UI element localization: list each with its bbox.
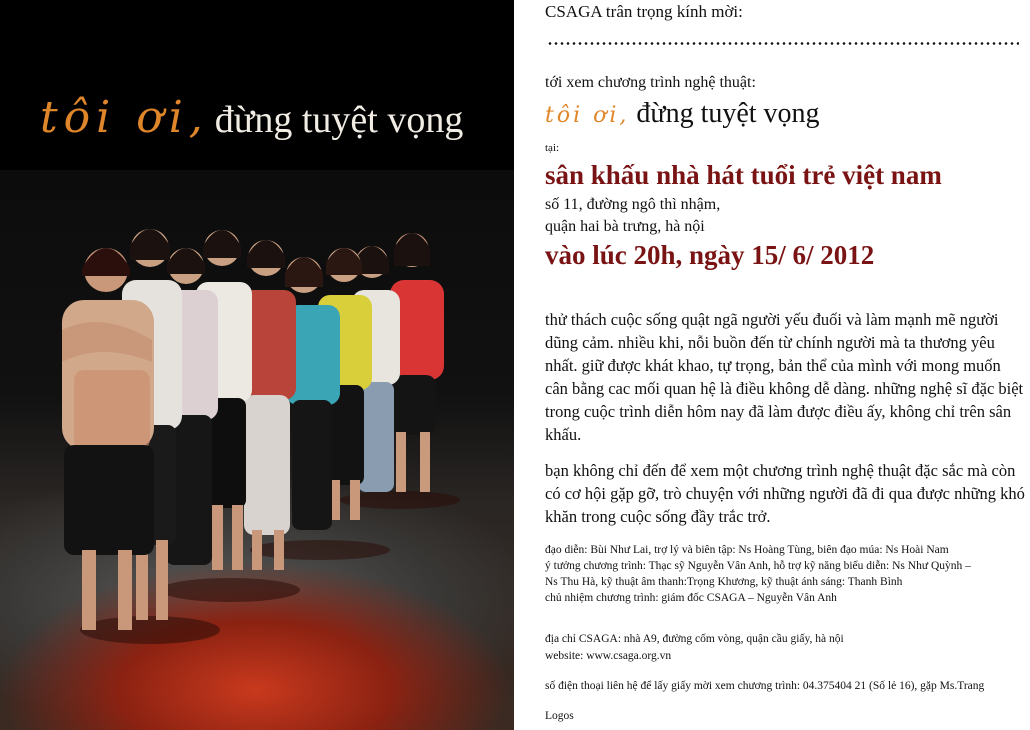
show-title [545,98,820,130]
event-datetime: vào lúc 20h, ngày 15/ 6/ 2012 [545,240,875,270]
venue-address-line2: quận hai bà trưng, hà nội [545,218,705,235]
poster-panel [0,0,514,730]
poster-title-rest: đừng tuyệt vọng [214,99,464,141]
show-title-rest: đừng tuyệt vọng [636,98,820,129]
credits-block [545,542,1025,606]
poster-title-script: tôi ơi, [40,92,209,143]
stage-photo [0,170,514,730]
website-link[interactable]: website: www.csaga.org.vn [545,650,672,662]
credits-line: ý tưởng chương trình: Thạc sỹ Nguyễn Vân Anh, hỗ trợ kỹ năng biểu diễn: Ns Như Quỳnh – [545,560,971,572]
invite-header: CSAGA trân trọng kính mời: [545,2,743,21]
csaga-address: địa chỉ CSAGA: nhà A9, đường cốm vòng, quận cầu giấy, hà nội [545,633,844,645]
contact-phone: số điện thoại liên hệ để lấy giấy mời xem chương trình: 04.375404 21 (Số lẻ 16), gặp Ms.Trang [545,680,985,692]
credits-line: chủ nhiệm chương trình: giám đốc CSAGA – Nguyễn Vân Anh [545,592,837,604]
venue-address-line1: số 11, đường ngô thì nhậm, [545,196,721,213]
venue-label: tại: [545,142,560,154]
name-blank-line [547,42,1019,45]
description-paragraph-1: thử thách cuộc sống quật ngã người yếu đuối và làm mạnh mẽ người dũng cảm. nhiều khi, nỗi buồn đến từ chính người mà ta thương yêu nhất. giữ được khát khao, tự trọng, bản thể của mình với mong muốn cân bằng cac mối quan hệ là điều không dễ dàng. những nghệ sĩ đặc biệt trong cuộc trình diễn hôm nay đã làm được điều ấy, không chỉ trên sân khấu. [545,310,1024,444]
credits-line: đạo diễn: Bùi Như Lai, trợ lý và biên tập: Ns Hoàng Tùng, biên đạo múa: Ns Hoài Nam [545,544,949,556]
show-title-script: tôi ơi, [545,103,630,128]
venue-name: sân khấu nhà hát tuổi trẻ việt nam [545,160,942,190]
poster-title [40,92,463,143]
credits-line: Ns Thu Hà, kỹ thuật âm thanh:Trọng Khương, kỹ thuật ánh sáng: Thanh Bình [545,576,903,588]
performers-illustration [0,170,514,730]
logos-placeholder: Logos [545,710,574,722]
description-paragraph-2: bạn không chỉ đến để xem một chương trình nghệ thuật đặc sắc mà còn có cơ hội gặp gỡ, trò chuyện với những người đã đi qua được những khó khăn trong cuộc sống đầy trắc trở. [545,461,1025,526]
invite-subheader: tới xem chương trình nghệ thuật: [545,74,756,91]
invitation-panel [545,0,1025,730]
